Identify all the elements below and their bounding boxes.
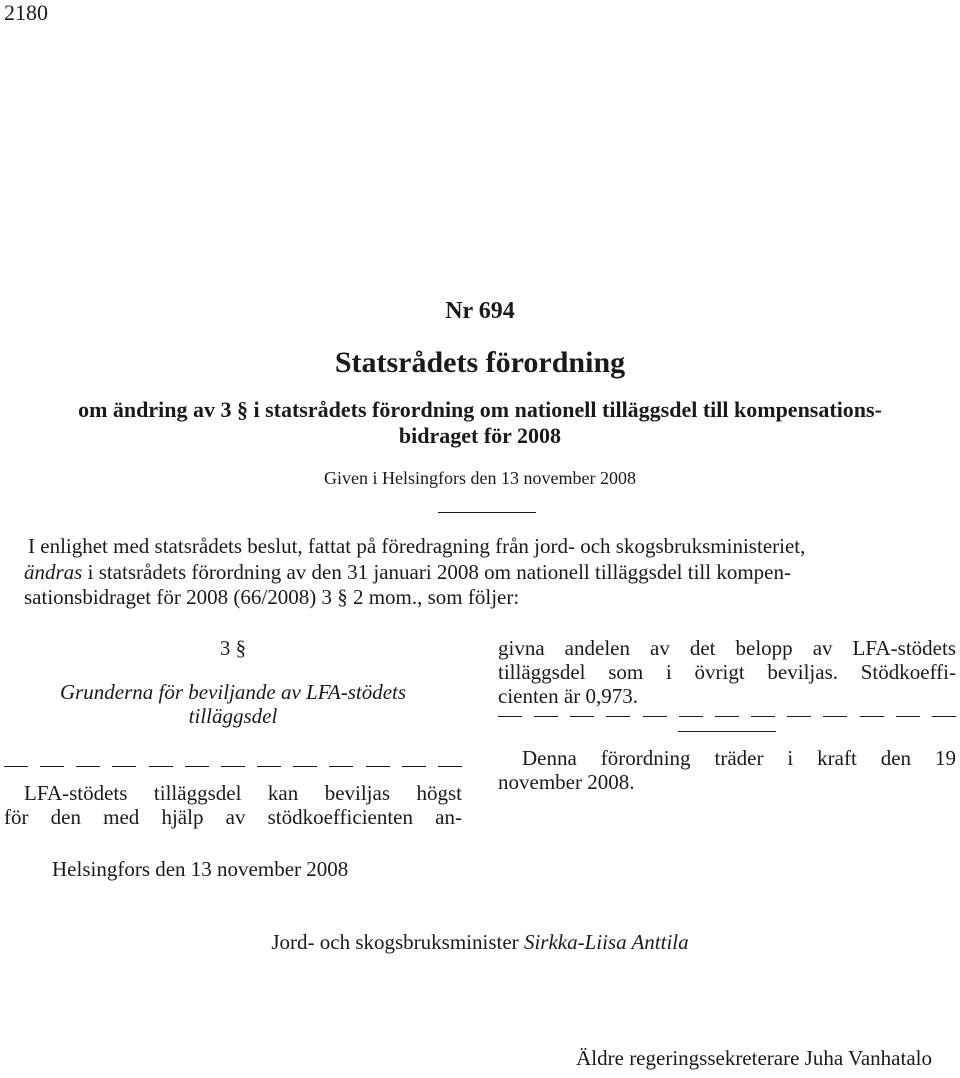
section-subheading-line-1: Grunderna för beviljande av LFA-stödets [59, 680, 407, 704]
intro-line-2: i statsrådets förordning av den 31 januari 2008 om nationell tilläggsdel till kompen- [82, 559, 791, 584]
title-divider [438, 512, 536, 513]
subtitle-line-2: bidraget för 2008 [398, 423, 562, 448]
section-subheading-line-2: tilläggsdel [188, 704, 278, 728]
intro-amended-word: ändras [24, 559, 83, 584]
right-text-line-1: givna andelen av det belopp av LFA-stödets [498, 636, 956, 660]
subtitle-line-1: om ändring av 3 § i statsrådets förordning om nationell tilläggsdel till kompensations- [78, 397, 882, 422]
omission-dashes-left [4, 766, 462, 767]
right-column [498, 636, 956, 794]
document-title: Statsrådets förordning [334, 346, 626, 379]
entry-into-force-line-1: Denna förordning träder i kraft den 19 [522, 746, 956, 770]
secretary-signature: Äldre regeringssekreterare Juha Vanhatalo [576, 1046, 932, 1070]
document-subtitle [12, 397, 948, 449]
minister-name: Sirkka-Liisa Anttila [523, 930, 689, 954]
page-number: 2180 [4, 0, 48, 25]
minister-title: Jord- och skogsbruksminister [271, 930, 519, 954]
section-heading: 3 § [219, 636, 247, 660]
left-text-line-1: LFA-stödets tilläggsdel kan beviljas högst [24, 781, 462, 805]
omission-dashes-right [498, 716, 956, 717]
left-column [4, 636, 462, 829]
left-text-line-2: för den med hjälp av stödkoefficienten an- [4, 805, 462, 829]
intro-line-3: sationsbidraget för 2008 (66/2008) 3 § 2 mom., som följer: [24, 585, 520, 609]
right-text-line-3: cienten är 0,973. [498, 684, 638, 708]
statute-number: Nr 694 [445, 298, 515, 324]
right-text-line-2: tilläggsdel som i övrigt beviljas. Stödkoeffi- [498, 660, 956, 684]
minister-signature [0, 930, 960, 955]
given-date: Given i Helsingfors den 13 november 2008 [324, 468, 636, 488]
intro-line-1: I enlighet med statsrådets beslut, fattat på föredragning från jord- och skogsbruksministeriet, [28, 534, 806, 558]
intro-paragraph [24, 534, 958, 611]
entry-into-force-line-2: november 2008. [498, 770, 635, 794]
signing-date: Helsingfors den 13 november 2008 [52, 857, 349, 881]
column-divider [678, 731, 776, 732]
